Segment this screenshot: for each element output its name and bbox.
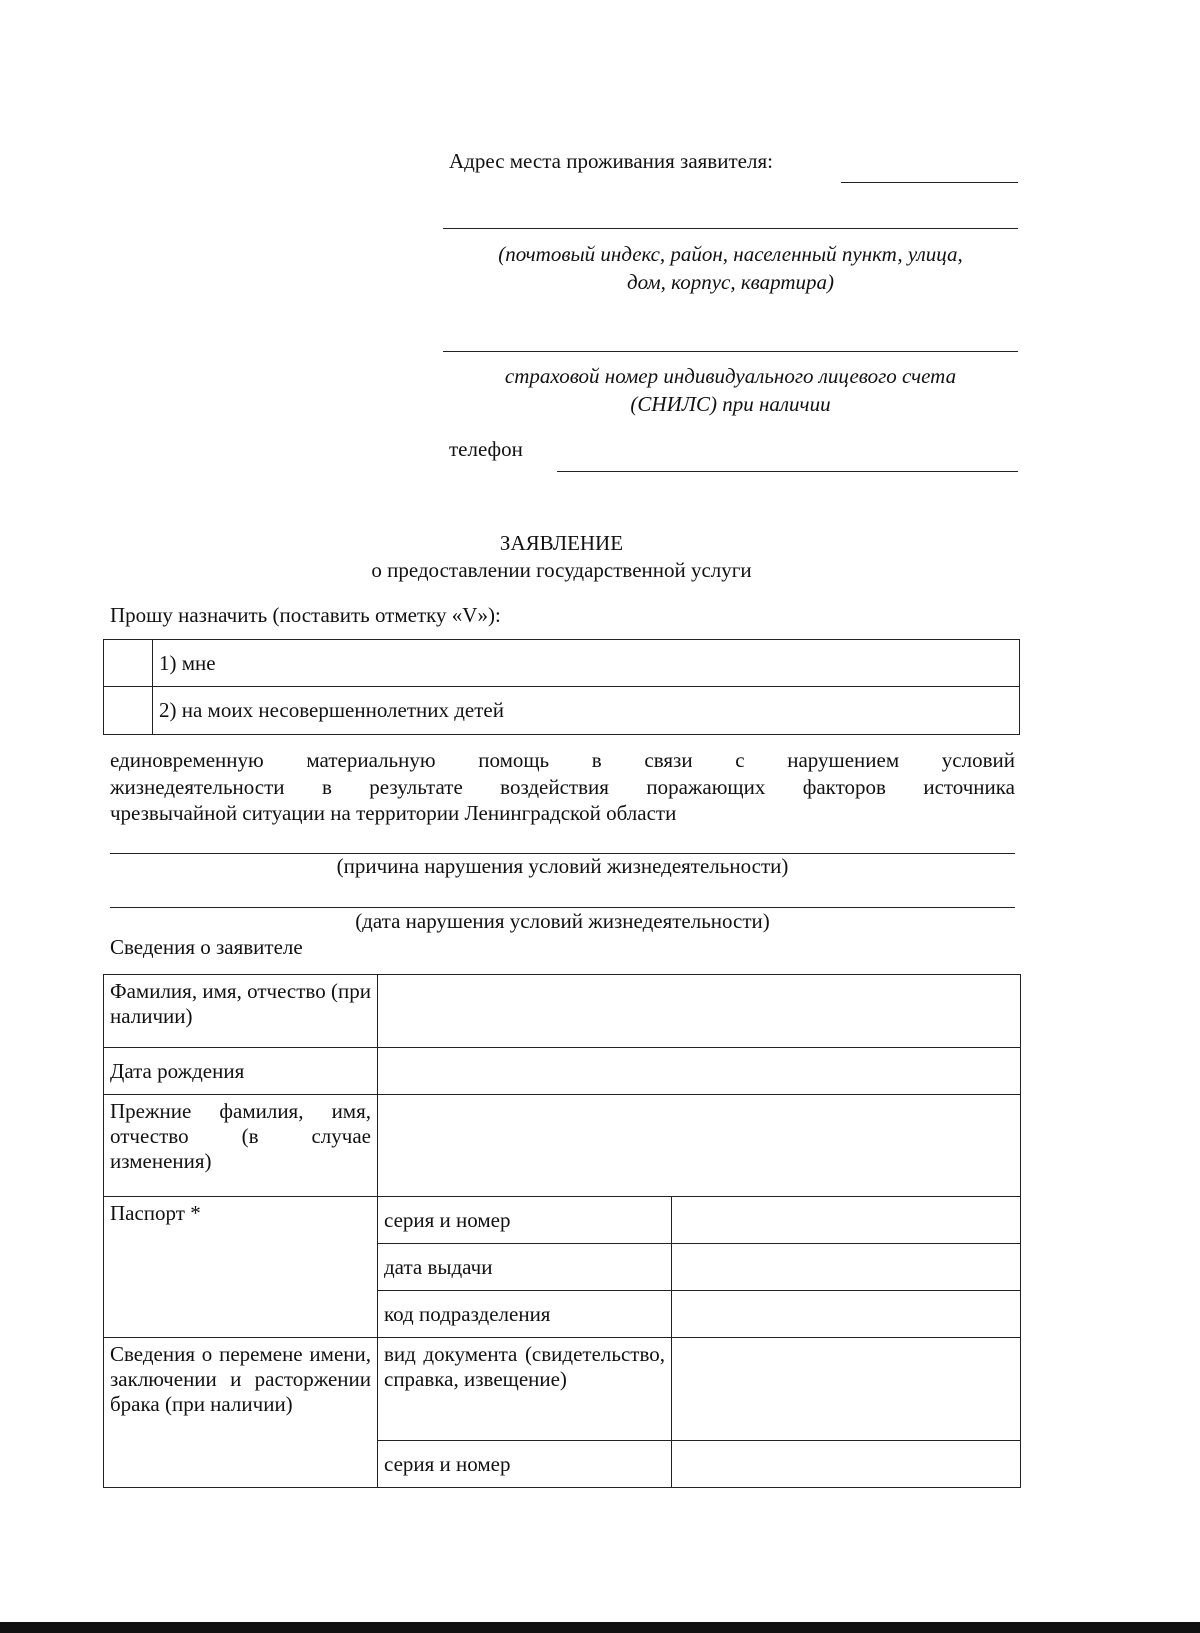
address-label: Адрес места проживания заявителя: [449, 149, 773, 173]
doc-series-value[interactable] [672, 1441, 1021, 1488]
birth-date-label: Дата рождения [104, 1048, 378, 1095]
option-row [104, 687, 1020, 735]
option-label: 2) на моих несовершеннолетних детей [153, 687, 1020, 735]
full-name-label: Фамилия, имя, отчество (при наличии) [104, 975, 378, 1048]
table-row [104, 1048, 1021, 1095]
table-row [104, 975, 1021, 1048]
address-hint-2: дом, корпус, квартира) [626, 270, 835, 294]
page-subtitle: о предоставлении государственной услуги [371, 558, 752, 582]
option-row [104, 640, 1020, 687]
address-hint-1: (почтовый индекс, район, населенный пункт, улица, [498, 242, 963, 266]
passport-date-label: дата выдачи [378, 1244, 672, 1291]
table-row [104, 1197, 1021, 1244]
phone-field-line[interactable] [557, 471, 1018, 472]
request-prompt: Прошу назначить (поставить отметку «V»): [110, 603, 501, 627]
doc-type-label: вид документа (свидетельство, справка, извещение) [378, 1338, 672, 1441]
scan-edge-bar [0, 1622, 1200, 1633]
body-line-1: единовременную материальную помощь в связи с нарушением условий [110, 748, 1015, 772]
former-name-label: Прежние фамилия, имя, отчество (в случае изменения) [104, 1095, 378, 1197]
applicant-section-title: Сведения о заявителе [110, 935, 303, 959]
phone-label: телефон [449, 437, 523, 461]
passport-code-label: код подразделения [378, 1291, 672, 1338]
passport-label: Паспорт * [104, 1197, 378, 1338]
passport-series-value[interactable] [672, 1197, 1021, 1244]
option-checkbox[interactable] [104, 640, 153, 687]
option-label: 1) мне [153, 640, 1020, 687]
marriage-info-label: Сведения о перемене имени, заключении и расторжении брака (при наличии) [104, 1338, 378, 1488]
birth-date-value[interactable] [378, 1048, 1021, 1095]
passport-date-value[interactable] [672, 1244, 1021, 1291]
doc-type-value[interactable] [672, 1338, 1021, 1441]
snils-hint-1: страховой номер индивидуального лицевого счета [504, 364, 957, 388]
address-field-line-2[interactable] [443, 228, 1018, 229]
table-row [104, 1095, 1021, 1197]
doc-series-label: серия и номер [378, 1441, 672, 1488]
snils-hint-2: (СНИЛС) при наличии [630, 392, 831, 416]
passport-code-value[interactable] [672, 1291, 1021, 1338]
applicant-info-table [103, 974, 1021, 1488]
snils-field-line[interactable] [443, 351, 1018, 352]
former-name-value[interactable] [378, 1095, 1021, 1197]
body-line-3: чрезвычайной ситуации на территории Ленинградской области [110, 801, 677, 825]
passport-series-label: серия и номер [378, 1197, 672, 1244]
page-title: ЗАЯВЛЕНИЕ [499, 531, 624, 555]
address-field-line-1[interactable] [841, 182, 1018, 183]
date-hint: (дата нарушения условий жизнедеятельности) [355, 909, 770, 933]
option-checkbox[interactable] [104, 687, 153, 735]
body-line-2: жизнедеятельности в результате воздействия поражающих факторов источника [110, 775, 1015, 799]
reason-hint: (причина нарушения условий жизнедеятельности) [336, 854, 789, 878]
full-name-value[interactable] [378, 975, 1021, 1048]
table-row [104, 1338, 1021, 1441]
recipient-options-table [103, 639, 1020, 735]
